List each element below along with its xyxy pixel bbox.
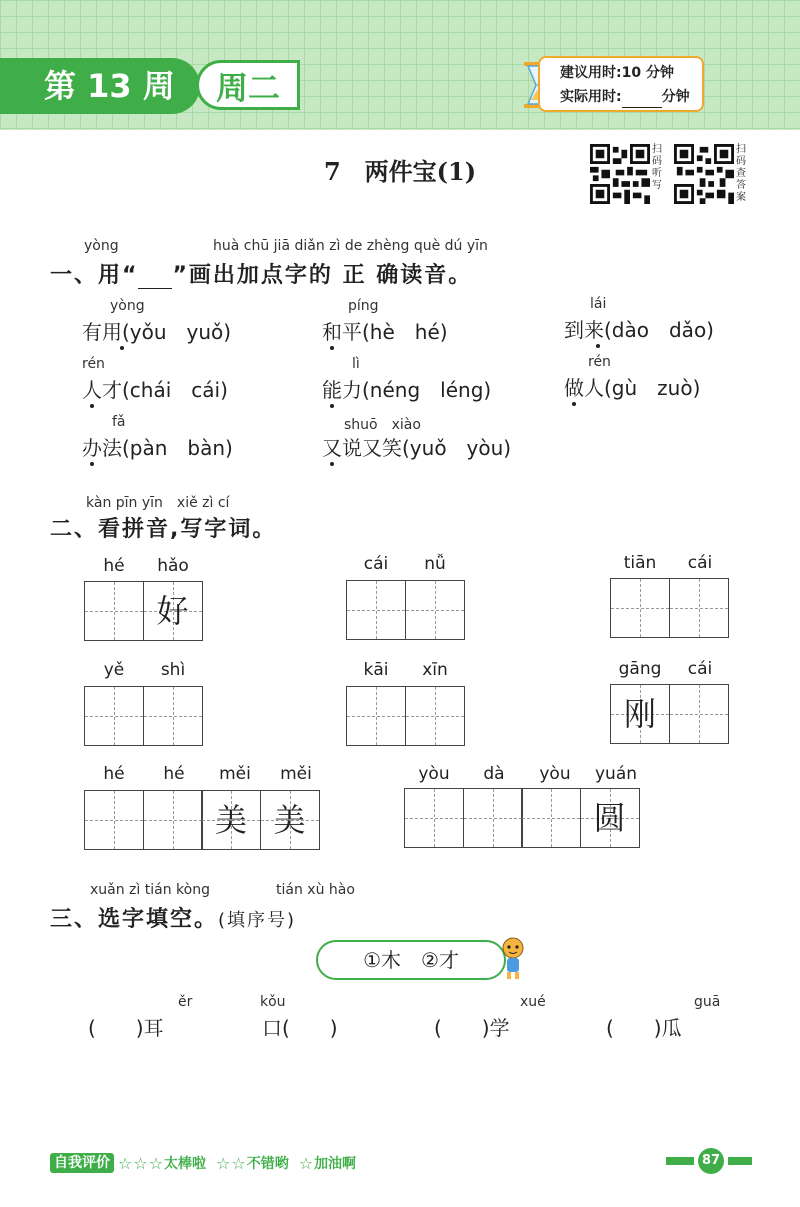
writing-cell[interactable]: 美: [260, 790, 320, 850]
section3-title: 三、选字填空。(填序号): [50, 907, 297, 932]
item-pinyin: rén: [82, 356, 105, 372]
item-rencai[interactable]: 人才(chái cái): [82, 378, 228, 402]
writing-cell[interactable]: 刚: [610, 684, 670, 744]
writing-grid: [84, 581, 203, 641]
page-deco-right: [728, 1157, 752, 1165]
fill-blank-kou[interactable]: 口( ): [262, 1016, 338, 1040]
item-pinyin: fǎ: [112, 414, 126, 430]
qr-label-answer: 扫码查答案: [736, 144, 746, 203]
section3-pinyin-a: xuǎn zì tián kòng: [90, 882, 210, 898]
rating-excellent: 太棒啦: [164, 1156, 207, 1172]
writing-grid: [346, 580, 465, 640]
cell-pinyin: gāng: [618, 659, 662, 679]
star-icon[interactable]: ☆: [231, 1153, 246, 1173]
self-eval-label: 自我评价: [50, 1153, 114, 1173]
cell-pinyin: yòu: [539, 764, 571, 784]
cell-pinyin: cái: [363, 554, 389, 574]
writing-grid: [346, 686, 465, 746]
writing-cell[interactable]: [346, 580, 406, 640]
actual-time[interactable]: 实际用时: 分钟: [560, 86, 702, 110]
item-zuoren[interactable]: 做人(gù zuò): [564, 376, 701, 400]
item-pinyin: yòng: [110, 298, 145, 314]
cell-pinyin: hǎo: [157, 556, 189, 576]
writing-cell[interactable]: [84, 790, 144, 850]
section1-pinyin-a: yòng: [84, 238, 119, 254]
star-icon[interactable]: ☆: [216, 1153, 231, 1173]
writing-cell[interactable]: [521, 788, 581, 848]
cell-pinyin: cái: [687, 553, 713, 573]
cartoon-tiger-icon: [498, 936, 528, 980]
self-evaluation: [50, 1152, 356, 1174]
section2-pinyin: kàn pīn yīn xiě zì cí: [86, 495, 230, 511]
cell-pinyin: měi: [280, 764, 312, 784]
qr-code-icon[interactable]: [674, 144, 734, 204]
section2-title: 二、看拼音,写字词。: [50, 517, 277, 542]
item-youyong[interactable]: 有用(yǒu yuǒ): [82, 320, 232, 344]
cell-pinyin: tiān: [623, 553, 657, 573]
actual-time-blank[interactable]: [622, 93, 662, 108]
cell-pinyin: měi: [219, 764, 251, 784]
cell-pinyin: hé: [163, 764, 185, 784]
item-heping[interactable]: 和平(hè hé): [322, 320, 448, 344]
underline-sample: [138, 272, 172, 289]
qr-code-icon[interactable]: [590, 144, 650, 204]
cell-pinyin: yě: [103, 660, 125, 680]
page-number-circle: 87: [698, 1148, 724, 1174]
cell-pinyin: xīn: [422, 660, 448, 680]
emphasis-dot: [330, 462, 334, 466]
day-badge: 周二: [196, 60, 300, 110]
week-badge: 第 13 周: [0, 58, 200, 114]
writing-cell[interactable]: [405, 686, 465, 746]
lesson-title: 7 两件宝(1): [323, 157, 477, 186]
item-youshuoyouxiao[interactable]: 又说又笑(yuǒ yòu): [322, 436, 512, 460]
writing-grid: [404, 788, 640, 848]
choice-box: ①木 ②才: [316, 940, 506, 980]
cell-pinyin: shì: [160, 660, 186, 680]
item-pinyin: píng: [348, 298, 379, 314]
writing-cell[interactable]: [143, 790, 203, 850]
item-banfa[interactable]: 办法(pàn bàn): [82, 436, 233, 460]
section3-pinyin-b: tián xù hào: [276, 882, 355, 898]
section1-pinyin-b: huà chū jiā diǎn zì de zhèng què dú yīn: [213, 238, 488, 254]
writing-grid: [610, 684, 729, 744]
blank-pinyin: xué: [520, 994, 546, 1010]
fill-blank-xue[interactable]: ( )学: [434, 1016, 510, 1040]
emphasis-dot: [330, 346, 334, 350]
writing-cell[interactable]: [346, 686, 406, 746]
blank-pinyin: kǒu: [260, 994, 286, 1010]
cell-pinyin: cái: [687, 659, 713, 679]
qr-label-listen: 扫码听写: [652, 144, 662, 191]
blank-pinyin: guā: [694, 994, 721, 1010]
emphasis-dot: [120, 346, 124, 350]
blank-pinyin: ěr: [178, 994, 193, 1010]
emphasis-dot: [90, 404, 94, 408]
item-pinyin: lái: [590, 296, 607, 312]
rating-keep-going: 加油啊: [314, 1156, 357, 1172]
item-pinyin: rén: [588, 354, 611, 370]
writing-cell[interactable]: 美: [201, 790, 261, 850]
emphasis-dot: [572, 402, 576, 406]
emphasis-dot: [90, 462, 94, 466]
star-icon[interactable]: ☆: [298, 1153, 314, 1173]
rating-good: 不错哟: [246, 1156, 289, 1172]
writing-cell[interactable]: [610, 578, 670, 638]
page-number: [666, 1148, 752, 1174]
writing-cell[interactable]: [463, 788, 523, 848]
writing-cell[interactable]: [669, 578, 729, 638]
time-box: [538, 56, 704, 112]
star-icon[interactable]: ☆: [133, 1153, 148, 1173]
cell-pinyin: nǚ: [424, 554, 446, 574]
cell-pinyin: kāi: [363, 660, 389, 680]
emphasis-dot: [596, 344, 600, 348]
cell-pinyin: yuán: [594, 764, 638, 784]
writing-grid: [610, 578, 729, 638]
writing-cell[interactable]: [143, 686, 203, 746]
page-deco-left: [666, 1157, 694, 1165]
writing-cell[interactable]: 好: [143, 581, 203, 641]
section1-title: 一、用“ ”画出加点字的 正 确读音。: [50, 263, 473, 288]
cell-pinyin: hé: [103, 556, 125, 576]
fill-blank-er[interactable]: ( )耳: [88, 1016, 164, 1040]
star-icon[interactable]: ☆: [118, 1153, 133, 1173]
item-pinyin: shuō xiào: [344, 417, 421, 433]
item-pinyin: lì: [352, 356, 360, 372]
cell-pinyin: dà: [483, 764, 505, 784]
writing-grid: [84, 686, 203, 746]
writing-cell[interactable]: [405, 580, 465, 640]
writing-cell[interactable]: [669, 684, 729, 744]
writing-cell[interactable]: [84, 686, 144, 746]
item-nengli[interactable]: 能力(néng léng): [322, 378, 492, 402]
cell-pinyin: hé: [103, 764, 125, 784]
writing-cell[interactable]: 圆: [580, 788, 640, 848]
writing-cell[interactable]: [84, 581, 144, 641]
suggested-time: 建议用时:10 分钟: [560, 65, 674, 81]
fill-blank-gua[interactable]: ( )瓜: [606, 1016, 682, 1040]
emphasis-dot: [330, 404, 334, 408]
cell-pinyin: yòu: [418, 764, 450, 784]
writing-cell[interactable]: [404, 788, 464, 848]
star-icon[interactable]: ☆: [148, 1153, 164, 1173]
writing-grid: [84, 790, 320, 850]
item-daolai[interactable]: 到来(dào dǎo): [564, 318, 714, 342]
